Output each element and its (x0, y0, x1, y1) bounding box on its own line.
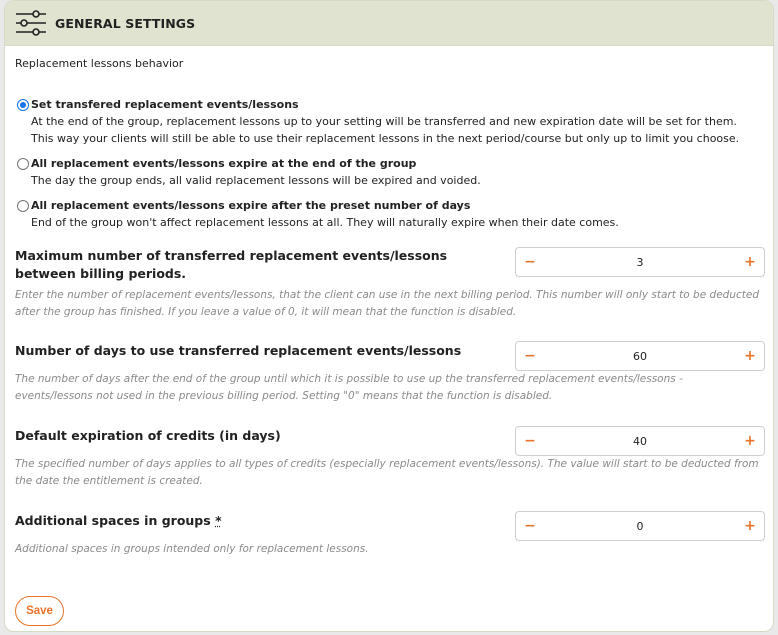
setting-max-transferred (15, 247, 765, 321)
decrement-button[interactable]: − (524, 254, 536, 270)
increment-button[interactable]: + (744, 348, 756, 364)
setting-credit-expiration (15, 426, 765, 490)
setting-label: Maximum number of transferred replacement events/lessons between billing periods. (15, 248, 448, 281)
panel-title: GENERAL SETTINGS (55, 15, 196, 31)
radio-option-expire-preset-days[interactable] (17, 199, 757, 231)
radio-option-transfer[interactable] (17, 98, 757, 147)
sliders-icon (15, 8, 49, 38)
general-settings-panel (4, 0, 774, 632)
increment-button[interactable]: + (744, 433, 756, 449)
radio-button-transfer[interactable] (17, 99, 29, 111)
radio-description: At the end of the group, replacement lessons up to your setting will be transferred and new expiration date will be set for them. This way your clients will still be able to use their replacement lessons in the next period/course but only up to limit you choose. (31, 115, 740, 145)
radio-label[interactable]: Set transfered replacement events/lessons (31, 98, 299, 111)
setting-label: Default expiration of credits (in days) (15, 428, 281, 443)
panel-header (5, 1, 773, 46)
radio-label[interactable]: All replacement events/lessons expire at the end of the group (31, 157, 417, 170)
save-button[interactable]: Save (15, 596, 64, 626)
radio-label[interactable]: All replacement events/lessons expire after the preset number of days (31, 199, 471, 212)
max-transferred-stepper[interactable] (515, 247, 765, 277)
stepper-value[interactable]: 40 (633, 434, 647, 448)
increment-button[interactable]: + (744, 518, 756, 534)
radio-button-expire-preset-days[interactable] (17, 200, 29, 212)
radio-option-expire-end-of-group[interactable] (17, 157, 757, 189)
decrement-button[interactable]: − (524, 348, 536, 364)
stepper-value[interactable]: 60 (633, 349, 647, 363)
setting-help: The number of days after the end of the group until which it is possible to use up the transferred replacement events/lessons - events/lessons not used in the previous billing period. Setting "0" means that the function is disabled. (15, 373, 683, 402)
radio-description: End of the group won't affect replacement lessons at all. They will naturally expire when their date comes. (31, 216, 619, 229)
credit-expiration-stepper[interactable] (515, 426, 765, 456)
stepper-value[interactable]: 0 (636, 519, 644, 533)
setting-label-text: Additional spaces in groups (15, 513, 211, 528)
days-to-use-stepper[interactable] (515, 341, 765, 371)
required-marker: * (215, 513, 222, 528)
replacement-behavior-radio-group (17, 98, 757, 231)
increment-button[interactable]: + (744, 254, 756, 270)
decrement-button[interactable]: − (524, 433, 536, 449)
additional-spaces-stepper[interactable] (515, 511, 765, 541)
decrement-button[interactable]: − (524, 518, 536, 534)
radio-description: The day the group ends, all valid replacement lessons will be expired and voided. (31, 174, 481, 187)
setting-days-to-use (15, 341, 765, 405)
section-subtitle: Replacement lessons behavior (15, 57, 184, 70)
setting-additional-spaces (15, 511, 765, 558)
setting-label (15, 512, 505, 530)
stepper-value[interactable]: 3 (636, 255, 644, 269)
setting-label: Number of days to use transferred replacement events/lessons (15, 343, 462, 358)
setting-help: The specified number of days applies to all types of credits (especially replacement events/lessons). The value will start to be deducted from the date the entitlement is created. (15, 458, 759, 487)
radio-button-expire-end-of-group[interactable] (17, 158, 29, 170)
setting-help: Additional spaces in groups intended only for replacement lessons. (15, 543, 369, 555)
setting-help: Enter the number of replacement events/lessons, that the client can use in the next billing period. This number will only start to be deducted after the group has finished. If you leave a value of 0, it will mean that the function is disabled. (15, 289, 759, 318)
